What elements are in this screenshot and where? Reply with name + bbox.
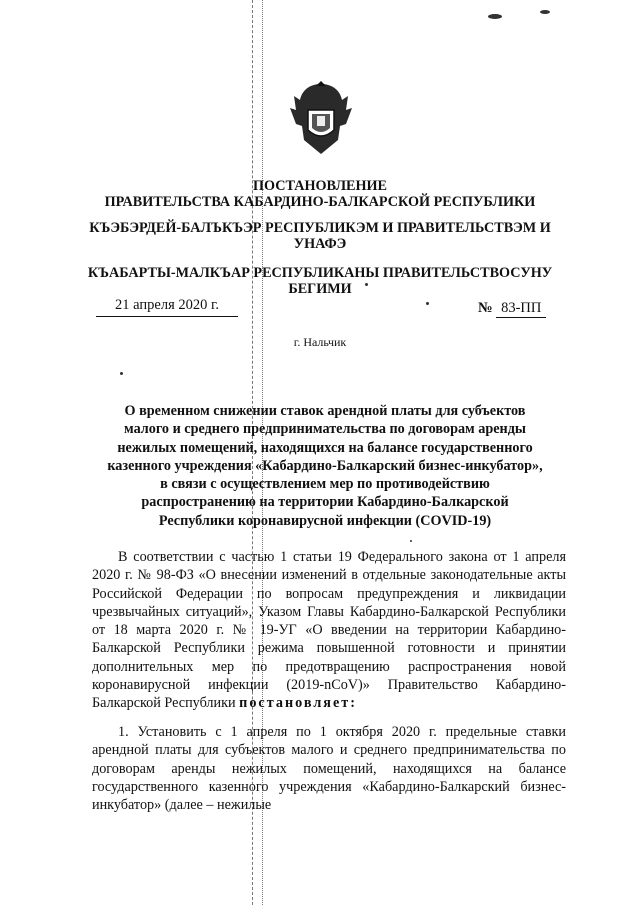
document-city: г. Нальчик <box>293 335 347 349</box>
document-number <box>478 300 566 318</box>
scan-speck <box>410 540 412 542</box>
title-line: нежилых помещений, находящихся на балансе государственного <box>117 439 533 456</box>
title-line: Республики коронавирусной инфекции (COVID-19) <box>158 512 492 529</box>
body-paragraph-1 <box>92 548 566 713</box>
number-value: 83-ПП <box>496 300 546 318</box>
gov-name-kab-line2: УНАФЭ <box>293 236 347 252</box>
scan-speck <box>540 10 550 14</box>
number-label: № <box>478 300 493 316</box>
doc-type: ПОСТАНОВЛЕНИЕ <box>252 178 388 194</box>
scan-speck <box>120 372 123 375</box>
gov-name-balk-line1: КЪАБАРТЫ-МАЛКЪАР РЕСПУБЛИКАНЫ ПРАВИТЕЛЬСТВОСУНУ <box>87 265 553 281</box>
title-line: казенного учреждения «Кабардино-Балкарский бизнес-инкубатор», <box>107 457 543 474</box>
paragraph-text: 1. Установить с 1 апреля по 1 октября 2020 г. предельные ставки арендной платы для субъектов малого и среднего предпринимательства по договорам аренды нежилых помещений, находящихся на балансе государственного казенного учреждения «Кабардино-Балкарский бизнес-инкубатор» (далее – нежилые <box>92 724 566 814</box>
title-line: распространению на территории Кабардино-Балкарской <box>141 494 509 511</box>
gov-name-balk-line2: БЕГИМИ <box>288 281 352 297</box>
scan-speck <box>488 14 502 19</box>
document-date: 21 апреля 2020 г. <box>96 297 238 317</box>
gov-name-kab-line1: КЪЭБЭРДЕЙ-БАЛЪКЪЭР РЕСПУБЛИКЭМ И ПРАВИТЕЛЬСТВЭМ И <box>89 220 551 236</box>
title-line: О временном снижении ставок арендной платы для субъектов <box>124 403 526 419</box>
title-line: малого и среднего предпринимательства по договорам аренды <box>124 421 526 438</box>
gov-name-ru: ПРАВИТЕЛЬСТВА КАБАРДИНО-БАЛКАРСКОЙ РЕСПУБЛИКИ <box>104 194 536 210</box>
title-line: в связи с осуществлением мер по противодействию <box>160 476 490 493</box>
scan-speck <box>365 283 368 286</box>
decree-word: постановляет: <box>239 695 357 712</box>
coat-of-arms-icon <box>288 80 354 158</box>
document-title <box>105 402 545 530</box>
body-paragraph-2 <box>92 723 566 814</box>
scan-speck <box>426 302 429 305</box>
paragraph-text: В соответствии с частью 1 статьи 19 Федерального закона от 1 апреля 2020 г. № 98-ФЗ «О внесении изменений в отдельные законодательные акты Российской Федерации по вопросам предупреждения и ликвидации чрезвычайных ситуаций», Указом Главы Кабардино-Балкарской Республики от 18 марта 2020 г. № 19-УГ «О введении на территории Кабардино-Балкарской Республики режима повышенной готовности и принятии дополнительных мер по предотвращению распространения новой коронавирусной инфекции (2019-nCoV)» Правительство Кабардино-Балкарской Республики <box>92 549 566 712</box>
